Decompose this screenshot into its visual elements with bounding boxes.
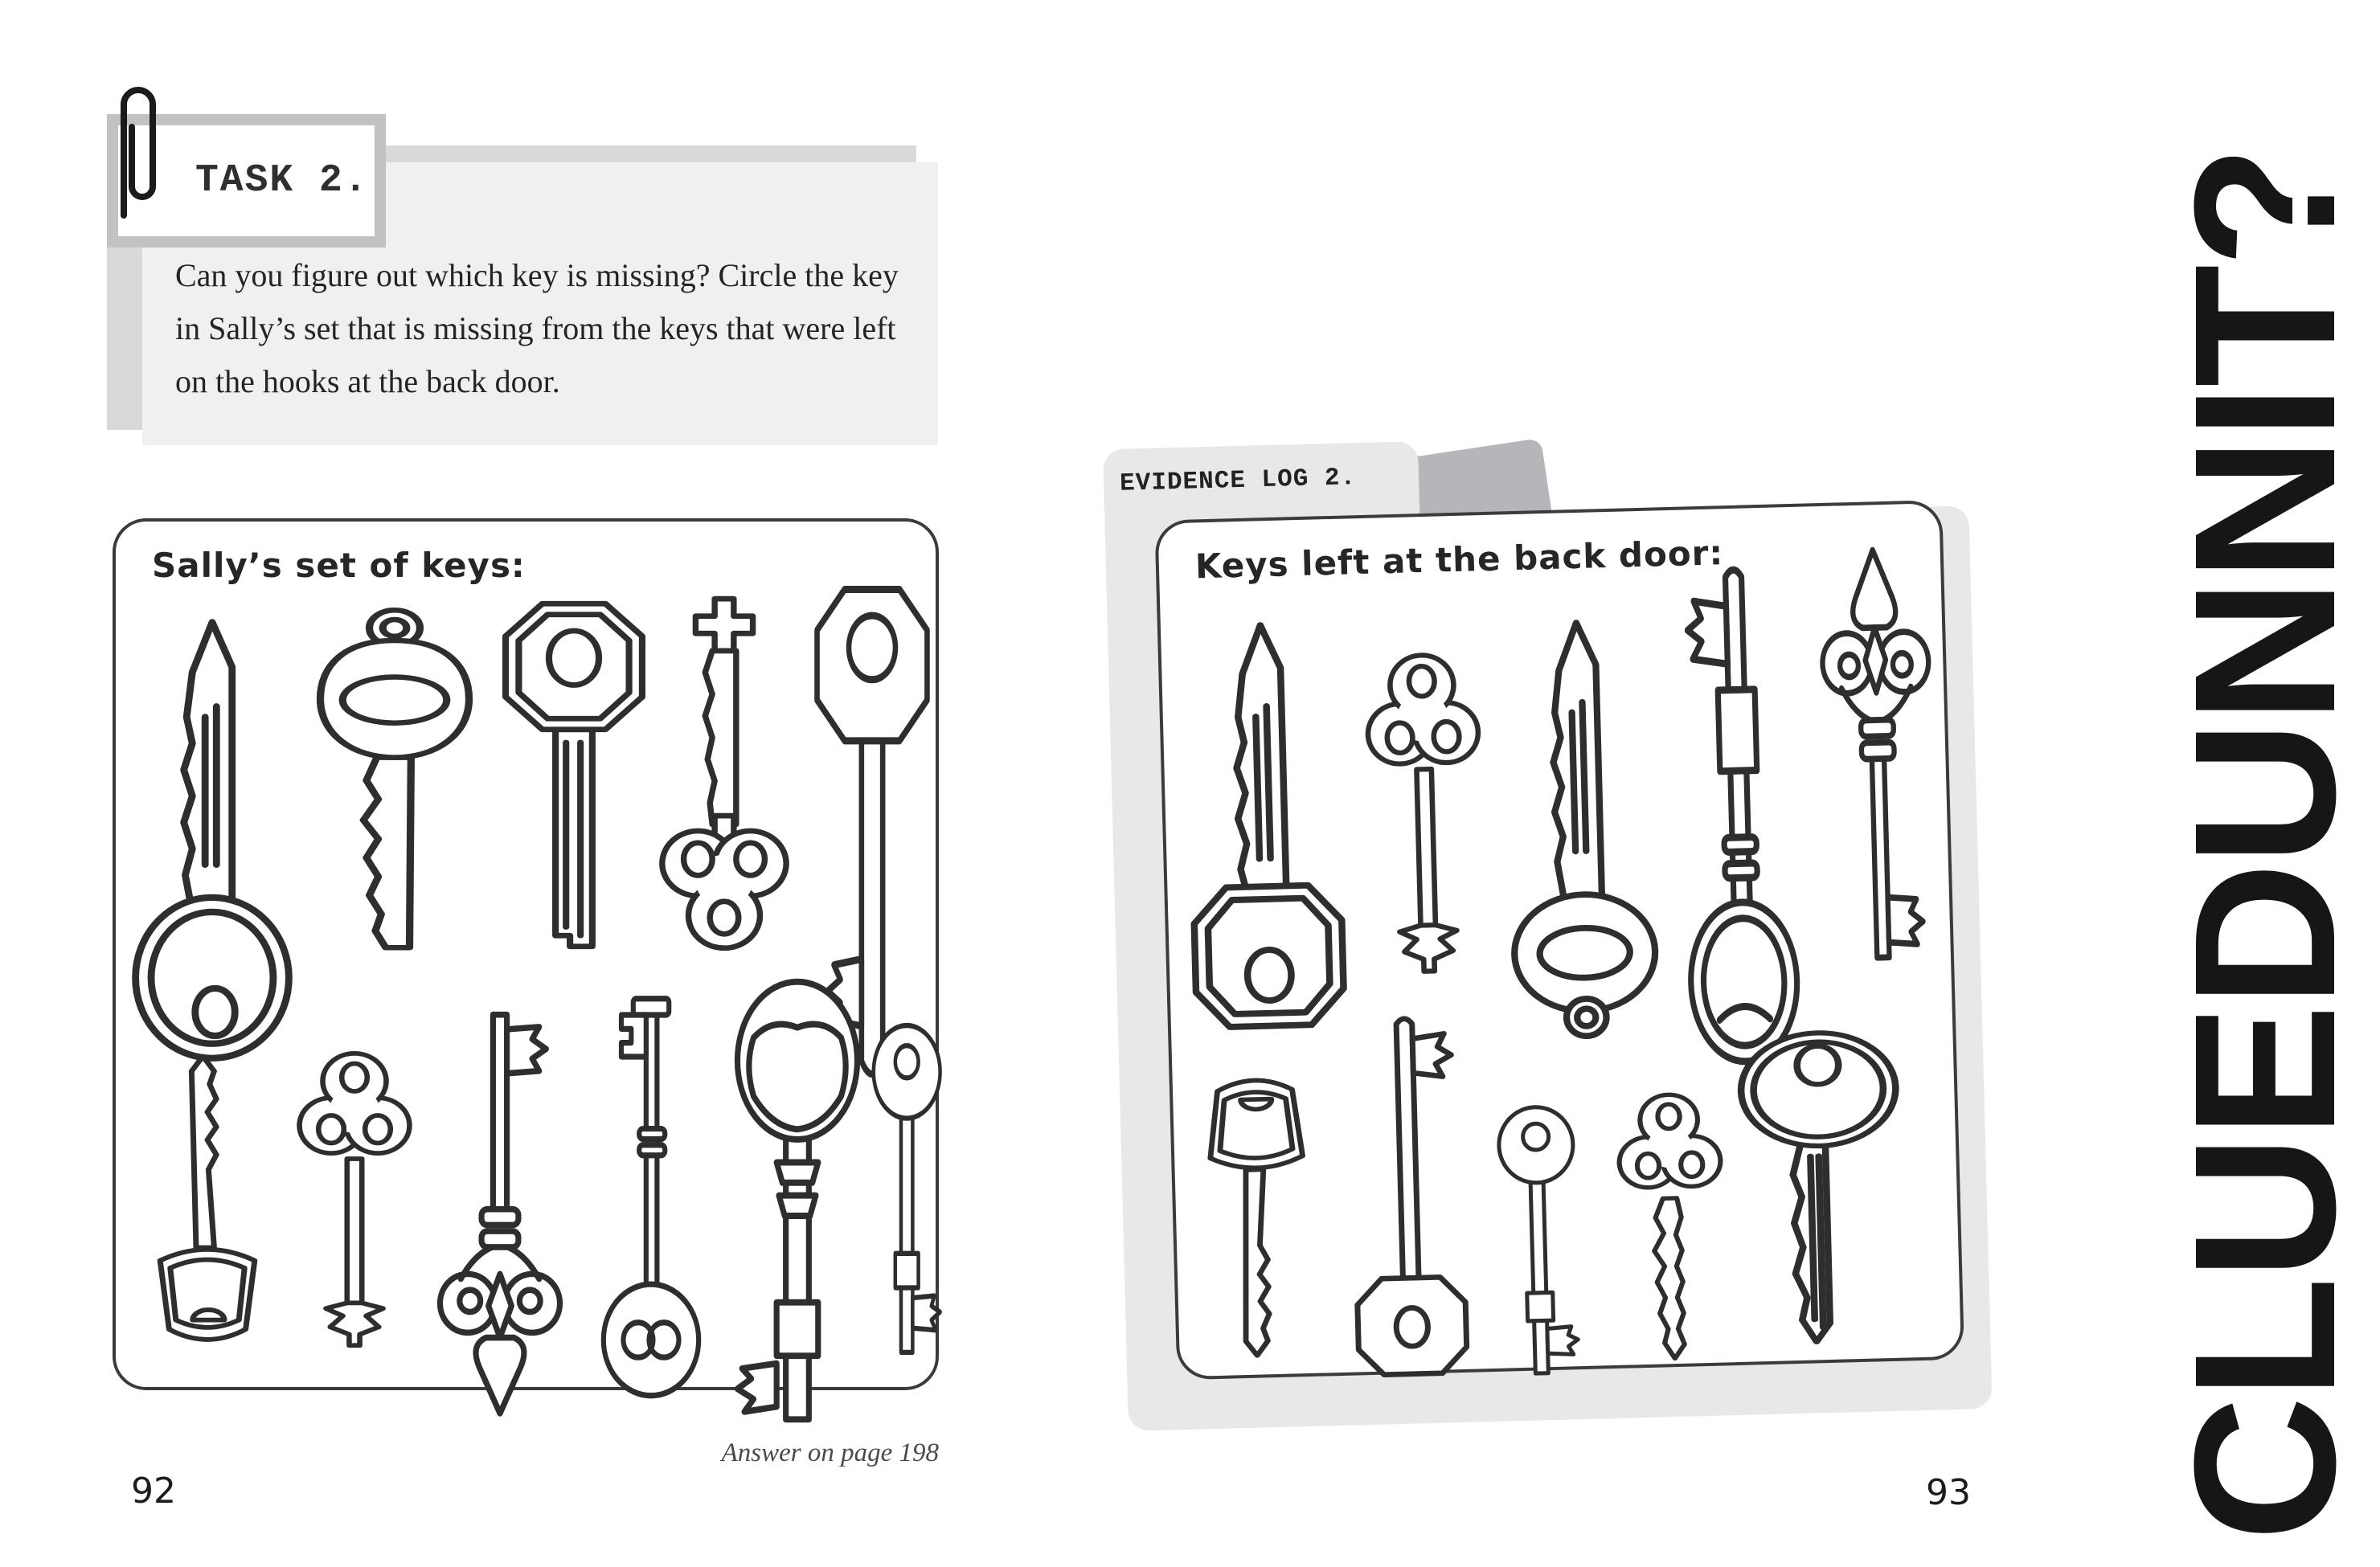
key-round-bow-blade-key bbox=[1734, 1023, 1909, 1390]
paperclip-icon bbox=[113, 80, 175, 233]
sally-keys-panel bbox=[113, 518, 939, 1390]
key-step-bit-round-bow-key[interactable] bbox=[592, 994, 711, 1412]
back-door-keys-panel bbox=[1154, 500, 1964, 1380]
answer-note: Answer on page 198 bbox=[721, 1438, 939, 1467]
key-ornate-fleur-key bbox=[1812, 543, 1946, 996]
page-number-right: 93 bbox=[1926, 1472, 1971, 1513]
key-round-bow-side-bit-key bbox=[1488, 1096, 1592, 1394]
book-side-title: CLUEDUNNIT? bbox=[2153, 148, 2377, 1541]
task-instructions: Can you figure out which key is missing? Circle the key in Sally’s set that is missing from the keys that were left on the hooks at the back door. bbox=[175, 257, 899, 399]
key-octagon-bow-yale-key bbox=[1178, 593, 1354, 1054]
sally-panel-title: Sally’s set of keys: bbox=[152, 546, 526, 585]
key-round-bow-side-bit-key[interactable] bbox=[865, 1013, 952, 1377]
key-clover-fork-key[interactable] bbox=[291, 1029, 418, 1362]
key-oval-bow-yale-key bbox=[1496, 591, 1666, 1041]
key-ornate-fleur-key[interactable] bbox=[431, 978, 569, 1418]
key-round-bow-yale-key[interactable] bbox=[127, 591, 297, 1065]
page-number-left: 92 bbox=[131, 1471, 176, 1512]
door-panel-title: Keys left at the back door: bbox=[1194, 533, 1724, 587]
key-oval-bow-skeleton-key[interactable] bbox=[728, 972, 866, 1430]
key-clover-bow-zigzag-key bbox=[1608, 1071, 1735, 1388]
key-clover-fork-key bbox=[1357, 628, 1493, 991]
key-oval-head-ring-key[interactable] bbox=[305, 599, 484, 975]
key-car-key[interactable] bbox=[140, 1012, 275, 1346]
key-octagon-head-groove-key[interactable] bbox=[495, 591, 653, 981]
key-clover-bow-cross-key[interactable] bbox=[653, 592, 796, 983]
evidence-folder bbox=[1103, 427, 1997, 1438]
key-car-key bbox=[1189, 1073, 1329, 1401]
evidence-log-label: EVIDENCE LOG 2. bbox=[1119, 464, 1357, 498]
key-open-oval-skeleton-key bbox=[1664, 555, 1816, 1079]
task-header-shadow-bar bbox=[370, 145, 916, 162]
task-label: TASK 2. bbox=[195, 159, 369, 203]
key-octagon-bow-skeleton-key bbox=[1336, 1008, 1481, 1395]
